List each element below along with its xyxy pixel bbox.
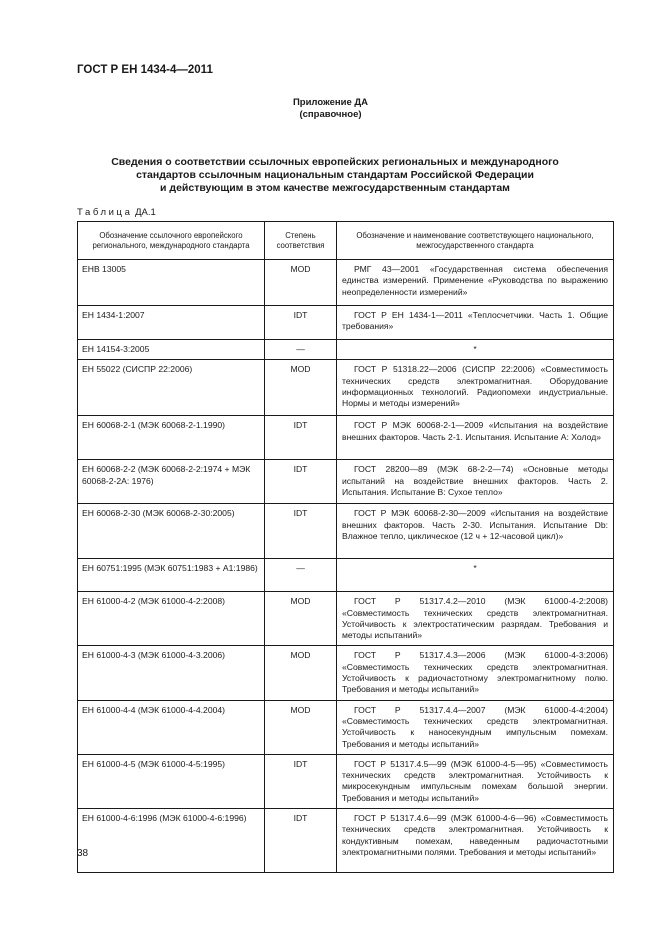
- table-label: [77, 207, 156, 218]
- section-title-line: стандартов ссылочным национальным стандартам Российской Федерации: [136, 169, 534, 181]
- reference-standard-cell: ЕН 61000-4-4 (МЭК 61000-4-4.2004): [78, 700, 265, 754]
- column-header-degree: Степень соответствия: [265, 222, 337, 260]
- annex-title: Приложение ДА: [292, 97, 369, 108]
- reference-standard-cell: ЕН 14154-3:2005: [78, 340, 265, 360]
- degree-cell: IDT: [265, 754, 337, 808]
- national-standard-cell: РМГ 43—2001 «Государственная система обеспечения единства измерений. Применение «Руководства по выражению неопределенности измерений»: [337, 260, 614, 306]
- table-header-row: [78, 222, 614, 260]
- national-standard-cell: ГОСТ Р 51318.22—2006 (СИСПР 22:2006) «Совместимость технических средств электромагнитная. Оборудование информационных технологий. Радиопомехи индустриальные. Нормы и методы измерений»: [337, 360, 614, 416]
- degree-cell: —: [265, 340, 337, 360]
- degree-cell: IDT: [265, 416, 337, 460]
- reference-standard-cell: ЕН 61000-4-6:1996 (МЭК 61000-4-6:1996): [78, 809, 265, 873]
- national-standard-cell: ГОСТ Р 51317.4.6—99 (МЭК 61000-4-6—96) «Совместимость технических средств электромагнитная. Устойчивость к кондуктивным помехам, наведенным радиочастотными электромагнитными полями. Требования и методы испытаний»: [337, 809, 614, 873]
- national-standard-cell: ГОСТ Р 51317.4.3—2006 (МЭК 61000-4-3:2006) «Совместимость технических средств электромагнитная. Устойчивость к радиочастотному электромагнитному полю. Требования и методы испытаний»: [337, 646, 614, 700]
- annex-subtitle: (справочное): [299, 109, 362, 120]
- national-standard-cell: ГОСТ Р 51317.4.2—2010 (МЭК 61000-4-2:2008) «Совместимость технических средств электромагнитная. Устойчивость к электростатическим разрядам. Требования и методы испытаний»: [337, 592, 614, 646]
- degree-cell: —: [265, 559, 337, 592]
- table-row: [78, 504, 614, 559]
- table-row: [78, 700, 614, 754]
- table-row: [78, 592, 614, 646]
- national-standard-cell: ГОСТ Р 51317.4.4—2007 (МЭК 61000-4-4:2004) «Совместимость технических средств электромагнитная. Устойчивость к наносекундным импульсным помехам. Требования и методы испытаний»: [337, 700, 614, 754]
- table-row: [78, 416, 614, 460]
- reference-standard-cell: ЕН 61000-4-5 (МЭК 61000-4-5:1995): [78, 754, 265, 808]
- correspondence-table: [77, 221, 614, 873]
- national-standard-cell: *: [337, 340, 614, 360]
- table-row: [78, 559, 614, 592]
- document-code: ГОСТ Р ЕН 1434-4—2011: [77, 64, 213, 76]
- table-row: [78, 340, 614, 360]
- annex-heading: [0, 97, 661, 121]
- national-standard-cell: ГОСТ 28200—89 (МЭК 68-2-2—74) «Основные методы испытаний на воздействие внешних факторов. Часть 2. Испытания. Испытание В: Сухое тепло»: [337, 460, 614, 504]
- table-label-prefix: Таблица: [77, 207, 133, 218]
- national-standard-cell: *: [337, 559, 614, 592]
- page-number: 38: [77, 848, 89, 859]
- reference-standard-cell: ЕНВ 13005: [78, 260, 265, 306]
- reference-standard-cell: ЕН 61000-4-3 (МЭК 61000-4-3.2006): [78, 646, 265, 700]
- degree-cell: MOD: [265, 592, 337, 646]
- national-standard-cell: ГОСТ Р МЭК 60068-2-1—2009 «Испытания на воздействие внешних факторов. Часть 2-1. Испытания. Испытание А: Холод»: [337, 416, 614, 460]
- reference-standard-cell: ЕН 60068-2-30 (МЭК 60068-2-30:2005): [78, 504, 265, 559]
- degree-cell: IDT: [265, 306, 337, 340]
- degree-cell: IDT: [265, 460, 337, 504]
- table-row: [78, 260, 614, 306]
- table-label-name: ДА.1: [135, 207, 156, 218]
- national-standard-cell: ГОСТ Р 51317.4.5—99 (МЭК 61000-4-5—95) «Совместимость технических средств электромагнитная. Устойчивость к микросекундным импульсным помехам большой энергии. Требования и методы испытаний»: [337, 754, 614, 808]
- reference-standard-cell: ЕН 60068-2-1 (МЭК 60068-2-1.1990): [78, 416, 265, 460]
- degree-cell: MOD: [265, 646, 337, 700]
- column-header-national: Обозначение и наименование соответствующего национального, межгосударственного стандарта: [337, 222, 614, 260]
- table-row: [78, 754, 614, 808]
- table-row: [78, 360, 614, 416]
- section-title-line: и действующим в этом качестве межгосударственным стандартам: [160, 182, 510, 194]
- degree-cell: IDT: [265, 809, 337, 873]
- section-title: [95, 156, 575, 195]
- table-row: [78, 460, 614, 504]
- table-row: [78, 646, 614, 700]
- section-title-line: Сведения о соответствии ссылочных европейских региональных и международного: [111, 156, 559, 168]
- national-standard-cell: ГОСТ Р МЭК 60068-2-30—2009 «Испытания на воздействие внешних факторов. Часть 2-30. Испытания. Испытание Db: Влажное тепло, циклическое (12 ч + 12-часовой цикл)»: [337, 504, 614, 559]
- degree-cell: MOD: [265, 700, 337, 754]
- column-header-reference: Обозначение ссылочного европейского регионального, международного стандарта: [78, 222, 265, 260]
- reference-standard-cell: ЕН 60068-2-2 (МЭК 60068-2-2:1974 + МЭК 60068-2-2А: 1976): [78, 460, 265, 504]
- national-standard-cell: ГОСТ Р ЕН 1434-1—2011 «Теплосчетчики. Часть 1. Общие требования»: [337, 306, 614, 340]
- table-row: [78, 306, 614, 340]
- degree-cell: MOD: [265, 260, 337, 306]
- degree-cell: IDT: [265, 504, 337, 559]
- reference-standard-cell: ЕН 60751:1995 (МЭК 60751:1983 + А1:1986): [78, 559, 265, 592]
- table-row: [78, 809, 614, 873]
- reference-standard-cell: ЕН 1434-1:2007: [78, 306, 265, 340]
- degree-cell: MOD: [265, 360, 337, 416]
- reference-standard-cell: ЕН 55022 (СИСПР 22:2006): [78, 360, 265, 416]
- reference-standard-cell: ЕН 61000-4-2 (МЭК 61000-4-2:2008): [78, 592, 265, 646]
